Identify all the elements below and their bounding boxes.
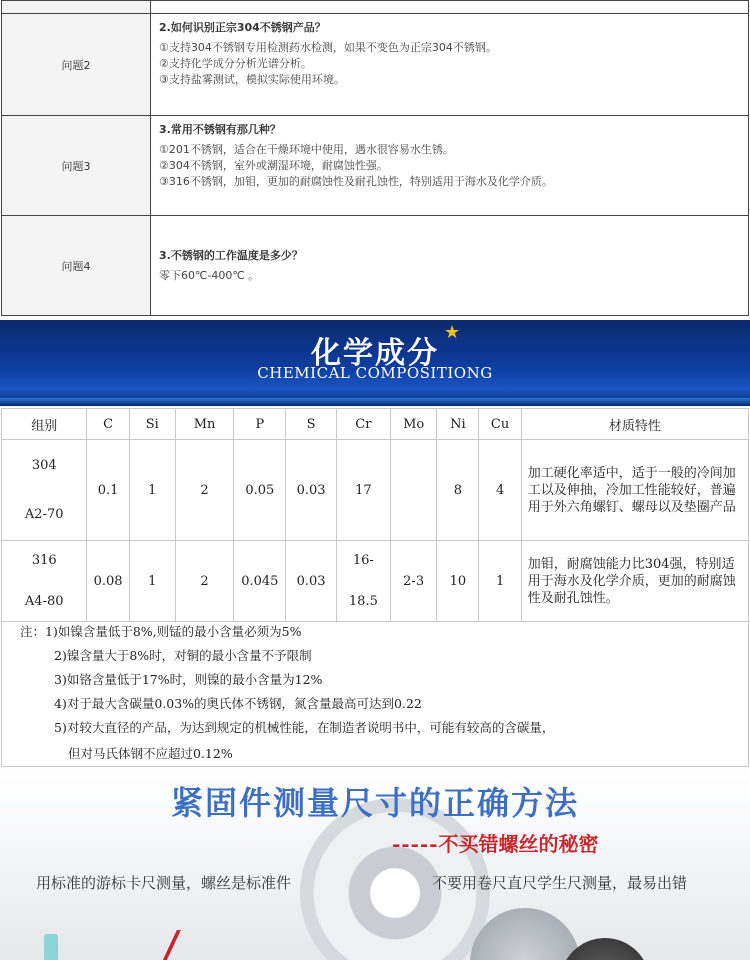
faq-row (2, 216, 749, 316)
caption-left: 用标准的游标卡尺测量，螺丝是标准件 (36, 874, 292, 892)
faq-line: ①支持304不锈钢专用检测药水检测，如果不变色为正宗304不锈钢。 (159, 41, 497, 54)
table-header-row (2, 409, 749, 440)
note-line: 4)对于最大含碳量0.03%的奥氏体不锈钢，氮含量最高可达到0.22 (54, 696, 422, 711)
value-cell: 2 (175, 440, 233, 541)
banner-highlight (0, 398, 750, 406)
faq-question: 3.不锈钢的工作温度是多少？ (159, 248, 303, 262)
faq-row (2, 14, 749, 116)
faq-question: 3.常用不锈钢有那几种？ (159, 123, 281, 136)
faq-line: ③316不锈钢，加钼，更加的耐腐蚀性及耐孔蚀性，特别适用于海水及化学介质。 (159, 175, 553, 188)
value-cell: 10 (437, 541, 479, 622)
property-cell: 加钼，耐腐蚀能力比304强，特别适用于海水及化学介质，更加的耐腐蚀性及耐孔蚀性。 (521, 541, 748, 622)
header-cell: 材质特性 (521, 409, 748, 440)
group-class: A2-70 (24, 507, 64, 522)
faq-label: 问题3 (2, 116, 151, 216)
value-cell: 8 (437, 440, 479, 541)
faq-section (0, 0, 750, 316)
note-line: 2)镍含量大于8%时，对铜的最小含量不予限制 (54, 648, 312, 663)
header-cell: Cu (479, 409, 521, 440)
faq-table (1, 0, 749, 316)
measurement-title: 紧固件测量尺寸的正确方法 (170, 784, 579, 822)
faq-label: 问题4 (2, 216, 151, 316)
group-cell (2, 440, 87, 541)
value-cell: 0.05 (234, 440, 286, 541)
caption-right: 不要用卷尺直尺学生尺测量，最易出错 (432, 874, 688, 892)
property-cell: 加工硬化率适中，适于一般的冷间加工以及伸抽，冷加工性能较好，普遍用于外六角螺钉、螺母以及垫圈产品 (521, 440, 748, 541)
header-cell: Si (129, 409, 175, 440)
faq-question: 2.如何识别正宗304不锈钢产品？ (159, 21, 326, 34)
value-cell (391, 440, 437, 541)
cr-range-high: 18.5 (348, 594, 378, 609)
note-line: 5)对较大直径的产品，为达到规定的机械性能，在制造者说明书中，可能有较高的含碳量， (54, 720, 555, 735)
value-cell: 0.1 (87, 440, 129, 541)
value-cell: 17 (336, 440, 390, 541)
value-cell: 1 (129, 440, 175, 541)
note-line: 3)如铬含量低于17%时，则镍的最小含量为12% (54, 672, 323, 687)
star-icon: ★ (444, 322, 461, 343)
value-cell: 1 (479, 541, 521, 622)
faq-line: ②支持化学成分分析光谱分析。 (159, 57, 312, 70)
faq-row (2, 116, 749, 216)
value-cell: 0.08 (87, 541, 129, 622)
faq-line: ③支持盐雾测试，模拟实际使用环境。 (159, 73, 345, 86)
value-cell: 2-3 (391, 541, 437, 622)
faq-line: ①201不锈钢，适合在干燥环境中使用，遇水很容易水生锈。 (159, 143, 454, 156)
subtitle-text: 不买错螺丝的秘密 (438, 832, 599, 856)
value-cell: 2 (175, 541, 233, 622)
value-cell: 0.045 (234, 541, 286, 622)
subtitle-dash: ----- (392, 832, 439, 856)
composition-table (1, 408, 749, 622)
header-cell: Mn (175, 409, 233, 440)
notes-box (1, 610, 749, 767)
cr-range-low: 16- (352, 553, 374, 568)
faq-line: 零下60℃-400℃ 。 (159, 268, 260, 282)
faq-row-partial (2, 1, 749, 14)
faq-line: ②304不锈钢，室外或潮湿环境，耐腐蚀性强。 (159, 159, 388, 172)
note-line: 注：1)如镍含量低于8%,则锰的最小含量必须为5% (20, 624, 302, 639)
measurement-section (0, 768, 750, 960)
value-cell: 0.03 (286, 440, 336, 541)
faq-answer (151, 116, 749, 216)
header-cell: Cr (336, 409, 390, 440)
group-grade: 304 (31, 458, 57, 473)
header-cell: Ni (437, 409, 479, 440)
chemical-title: 化学成分 (311, 336, 439, 371)
table-row (2, 440, 749, 541)
header-cell: P (234, 409, 286, 440)
header-cell: Mo (391, 409, 437, 440)
faq-label: 问题2 (2, 14, 151, 116)
faq-answer (151, 216, 749, 316)
value-cell: 1 (129, 541, 175, 622)
caliper-graphic (40, 928, 240, 960)
note-line: 但对马氏体钢不应超过0.12% (68, 746, 233, 761)
chemical-subtitle: CHEMICAL COMPOSITIONG (257, 364, 493, 382)
header-cell: S (286, 409, 336, 440)
chemical-banner (0, 320, 750, 406)
faq-answer (151, 14, 749, 116)
group-class: A4-80 (24, 594, 64, 609)
value-cell: 4 (479, 440, 521, 541)
composition-section (0, 408, 750, 622)
header-cell: C (87, 409, 129, 440)
value-cell: 0.03 (286, 541, 336, 622)
header-cell: 组别 (2, 409, 87, 440)
group-grade: 316 (31, 553, 57, 568)
measurement-subtitle (392, 828, 599, 857)
